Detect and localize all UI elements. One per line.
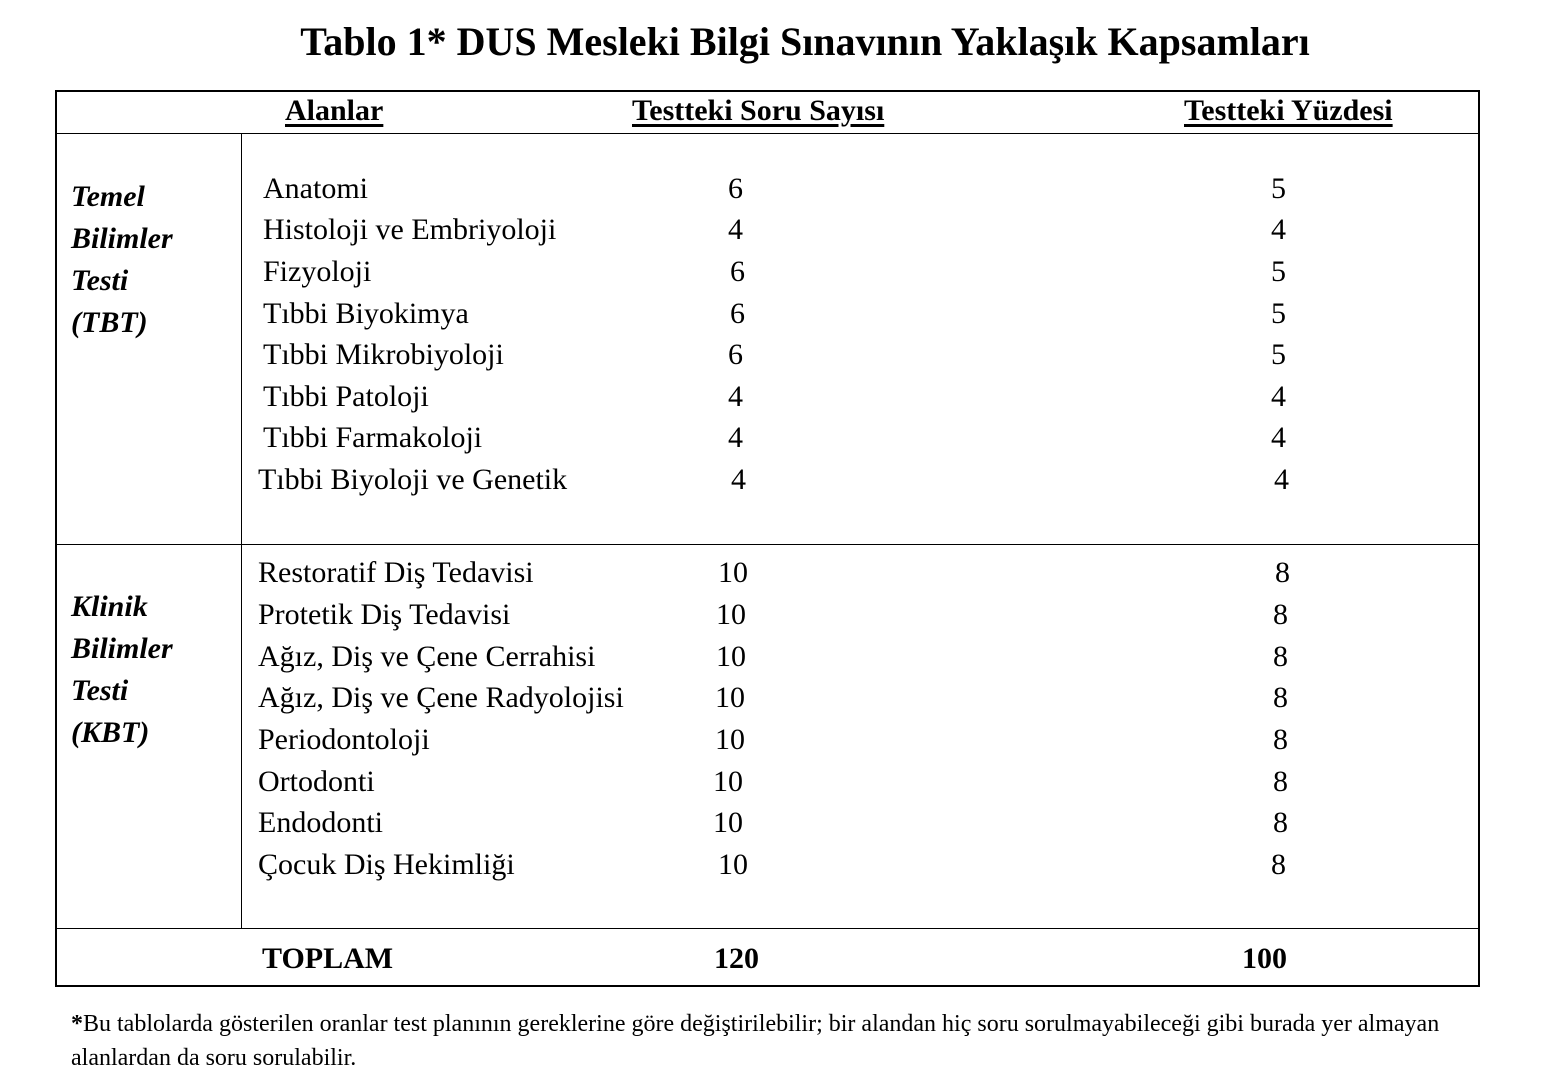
row-count: 10 [716,640,746,673]
group-label-line: Temel [71,180,145,213]
row-percent: 8 [1273,598,1288,631]
row-name: Periodontoloji [258,723,430,756]
group-label-line: Bilimler [71,632,173,665]
row-name: Ortodonti [258,765,375,798]
group-label-tbt [71,176,173,344]
row-percent: 4 [1271,213,1286,246]
row-count: 10 [713,806,743,839]
row-count: 4 [728,421,743,454]
header-percentage: Testteki Yüzdesi [1184,94,1393,127]
row-percent: 5 [1271,297,1286,330]
group-column-divider [241,134,242,929]
row-percent: 4 [1274,463,1289,496]
total-percent: 100 [1242,942,1287,975]
row-percent: 5 [1271,255,1286,288]
row-name: Tıbbi Mikrobiyoloji [263,338,504,371]
group-label-line: (TBT) [71,306,148,339]
row-count: 4 [728,213,743,246]
row-name: Çocuk Diş Hekimliği [258,848,515,881]
row-count: 10 [715,723,745,756]
group-label-line: Bilimler [71,222,173,255]
row-percent: 4 [1271,380,1286,413]
row-name: Anatomi [263,172,368,205]
row-count: 10 [718,848,748,881]
row-name: Fizyoloji [263,255,372,288]
row-percent: 8 [1271,848,1286,881]
group-label-line: Klinik [71,590,148,623]
row-count: 10 [715,681,745,714]
row-count: 6 [730,297,745,330]
row-name: Histoloji ve Embriyoloji [263,213,557,246]
page-title: Tablo 1* DUS Mesleki Bilgi Sınavının Yaklaşık Kapsamları [300,19,1310,64]
row-name: Tıbbi Patoloji [263,380,429,413]
row-percent: 8 [1273,681,1288,714]
row-percent: 5 [1271,338,1286,371]
row-name: Protetik Diş Tedavisi [258,598,511,631]
header-question-count: Testteki Soru Sayısı [632,94,885,127]
row-count: 4 [731,463,746,496]
row-percent: 8 [1275,556,1290,589]
row-name: Tıbbi Biyokimya [263,297,469,330]
row-name: Restoratif Diş Tedavisi [258,556,534,589]
row-count: 6 [728,338,743,371]
header-areas: Alanlar [285,94,384,127]
row-name: Endodonti [258,806,383,839]
header-divider [56,133,1479,134]
row-percent: 5 [1271,172,1286,205]
group-label-kbt [71,586,173,754]
group-label-line: Testi [71,264,129,297]
row-name: Ağız, Diş ve Çene Radyolojisi [258,681,624,714]
row-count: 4 [728,380,743,413]
total-count: 120 [714,942,759,975]
total-label: TOPLAM [262,942,394,975]
row-percent: 4 [1271,421,1286,454]
row-percent: 8 [1273,806,1288,839]
row-percent: 8 [1273,640,1288,673]
footnote [71,1007,1521,1075]
group-label-line: Testi [71,674,129,707]
row-count: 10 [716,598,746,631]
footnote-marker: * [71,1011,83,1037]
group-label-line: (KBT) [71,716,150,749]
row-percent: 8 [1273,765,1288,798]
row-name: Tıbbi Farmakoloji [263,421,483,454]
footnote-text: Bu tablolarda gösterilen oranlar test planının gereklerine göre değiştirilebilir; bir alandan hiç soru sorulmayabileceği gibi burada yer almayan alanlardan da soru sorulabilir. [71,1011,1440,1071]
row-count: 10 [718,556,748,589]
row-count: 6 [728,172,743,205]
row-name: Ağız, Diş ve Çene Cerrahisi [258,640,596,673]
row-name: Tıbbi Biyoloji ve Genetik [258,463,568,496]
row-percent: 8 [1273,723,1288,756]
group-divider [56,544,1479,545]
row-count: 6 [730,255,745,288]
total-divider [56,928,1479,929]
row-count: 10 [713,765,743,798]
